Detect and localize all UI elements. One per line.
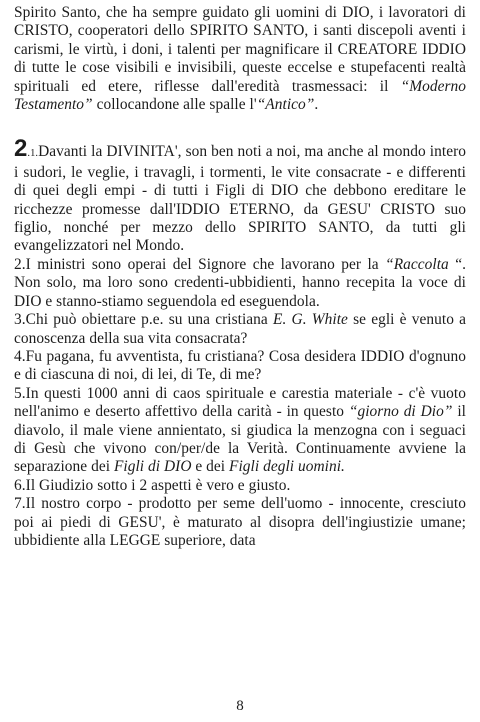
moderno-testamento-italic: “Moderno Testamento”: [14, 77, 466, 114]
white-italic: E. G. White: [273, 311, 348, 329]
paragraph-2-5: [14, 385, 466, 477]
antico-italic: “Antico”: [256, 96, 315, 114]
section-2: [14, 135, 467, 550]
section-number: 2: [14, 135, 28, 163]
paragraph-2-1: [14, 135, 466, 255]
paragraph-2-6: 6.Il Giudizio sotto i 2 aspetti è vero e giusto.: [14, 476, 291, 494]
giorno-di-dio-italic: “giorno di Dio”: [348, 403, 453, 421]
figli-degli-uomini-italic: Figli degli uomini.: [229, 458, 345, 476]
paragraph-2-3-text: 3.Chi può obiettare p.e. su una cristiana: [14, 311, 273, 329]
paragraph-2-7: 7.Il nostro corpo - prodotto per seme dell'uomo - innocente, cresciuto poi ai piedi di GESU', è maturato al disopra dell'ingiustizie umane; ubbidiente alla LEGGE superiore, data: [14, 495, 466, 549]
paragraph-2-3: [14, 311, 466, 348]
paragraph-2-5-text-and: e dei: [191, 458, 230, 476]
paragraph-2-1-text: Davanti la DIVINITA', son ben noti a noi, ma anche al mondo intero i sudori, le veglie, i travagli, i tormenti, le vite consacrate - e differenti di quei degli empi - di tutti i Figli di DIO che debbono ereditare le ricchezze promesse dall'IDDIO ETERNO, da GESU' CRISTO suo figlio, nonché per mezzo dello SPIRITO SANTO, da tutti gli evangelizzatori nel Mondo.: [14, 143, 466, 255]
figli-di-dio-italic: Figli di DIO: [113, 458, 192, 476]
paragraph-2-5-text: 5.In questi 1000 anni di caos spirituale e carestia materiale - c'è vuoto nell'animo e deserto affettivo della carità - in questo: [14, 384, 466, 421]
paragraph-2-2: [14, 256, 466, 311]
raccolta-italic: “Raccolta: [385, 255, 449, 273]
paragraph-2-4: 4.Fu pagana, fu avventista, fu cristiana? Cosa desidera IDDIO d'ognuno e di ciascuna di noi, di lei, di Te, di me?: [14, 347, 466, 384]
paragraph-2-2-text-end: “. Non solo, ma loro sono credenti-ubbidienti, hanno recepita la voce di DIO e stanno-stiamo seguendola ed eseguendola.: [14, 255, 466, 310]
intro-paragraph: [14, 4, 466, 114]
intro-text: Spirito Santo, che ha sempre guidato gli uomini di DIO, i lavoratori di CRISTO, cooperatori dello SPIRITO SANTO, i santi discepoli aventi i carismi, le virtù, i doni, i talenti per magnificare il CREATORE IDDIO di tutte le cose visibili e invisibili, queste eccelse e stupefacenti realtà spirituali ed etere, riflesse dall'eredità trasmessaci: il: [14, 4, 466, 95]
intro-text-end: .: [314, 96, 319, 114]
page-number: 8: [236, 698, 244, 714]
paragraph-2-2-text: 2.I ministri sono operai del Signore che lavorano per la: [14, 255, 386, 273]
paragraph-2-5-text-mid: il diavolo, il male viene annientato, si giudica la menzogna con i seguaci di Gesù che vivono con/per/de la Verità. Continuamente avviene la separazione dei: [14, 403, 466, 476]
paragraph-2-3-text-end: se egli è venuto a conoscenza della sua vita consacrata?: [14, 311, 467, 347]
subsection-number: .1.: [27, 148, 39, 160]
intro-text-mid: collocandone alle spalle l': [92, 96, 257, 114]
